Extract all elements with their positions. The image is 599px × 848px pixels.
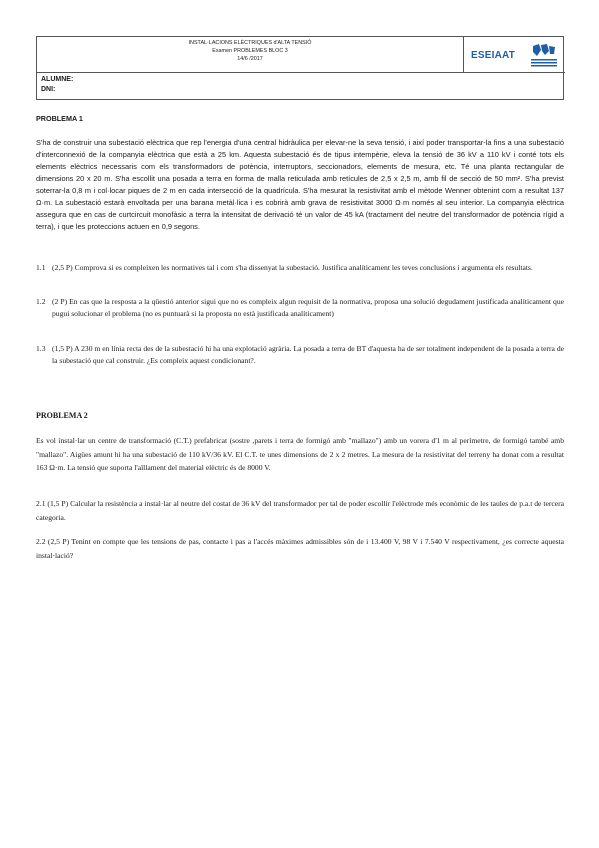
question-text: (2 P) En cas que la resposta a la qüestió anterior sigui que no es compleix algun requisit de la normativa, proposa una solució degudament justificada analíticament que pugui solucionar el problema (no es puntuarà si la proposta no està justificada analíticament) <box>52 297 564 318</box>
header-titles <box>37 39 463 63</box>
problema-2-title: PROBLEMA 2 <box>36 411 88 420</box>
question-1-2 <box>36 296 564 319</box>
question-text: (1,5 P) A 230 m en línia recta des de la subestació hi ha una explotació agrària. La posada a terra de BT d'aquesta ha de ser totalment independent de la posada a terra de la subestació que cal construir. ¿Es compleix aquest condicionant?. <box>52 344 564 365</box>
alumne-label: ALUMNE: <box>41 76 74 83</box>
exam-date: 14/6 /2017 <box>237 56 263 62</box>
problema-1-statement: S'ha de construir una subestació elèctrica que rep l'energia d'una central hidràulica per elevar-ne la seva tensió, i així poder transportar-la fins a una subestació d'interconnexió de la companyia elèctrica que està a 25 km. Aquesta subestació és de tipus intempèrie, eleva la tensió de 36 kV a 110 kV i conté tots els elements elèctrics necessaris com els transformadors de potència, interruptors, seccionadors, elements de mesura, etc. Té una planta rectangular de dimensions 20 x 20 m. S'ha escollit una posada a terra en forma de malla reticulada amb retícules de 2,5 x 2,5 m, amb fil de secció de 50 mm². S'ha previst soterrar-la 0,8 m i col·locar piques de 2 m en cada intersecció de la quadrícula. S'ha mesurat la resistivitat amb el mètode Wenner obtenint com a resultat 137 Ω·m. La subestació estarà envoltada per una barana metàl·lica i es cobrirà amb grava de resistivitat 3000 Ω·m només al seu interior. La companyia elèctrica assegura que en cas de curtcircuit monofàsic a terra la intensitat de derivació té un valor de 45 kA (tractament del neutre del transformador de potència rígid a terra), i que les proteccions actuen en 0,9 segons. <box>36 138 564 231</box>
dni-label: DNI: <box>41 86 56 93</box>
course-title: INSTAL·LACIONS ELÈCTRIQUES d'ALTA TENSIÓ <box>188 40 312 46</box>
school-logo <box>467 40 563 70</box>
problema-1-title: PROBLEMA 1 <box>36 114 83 123</box>
university-emblem-icon <box>527 42 561 70</box>
exam-header <box>36 36 564 100</box>
header-divider <box>463 37 464 73</box>
question-number: 1.2 <box>36 297 46 306</box>
student-fields <box>41 75 73 95</box>
question-1-1 <box>36 262 564 274</box>
question-1-3 <box>36 343 564 366</box>
problema-2-statement: Es vol instal·lar un centre de transformació (C.T.) prefabricat (sostre ,parets i terra de formigó amb "mallazo") amb un vorera d'1 m al perímetre, de formigó també amb "mallazo". Aigües amunt hi ha una subestació de 110 kV/36 kV. El C.T. te unes dimensions de 2 x 2 metres. La mesura de la resistivitat del terreny ha donat com a resultat 163 Ω·m. La tensió que suporta l'aïllament del material elèctric és de 8000 V. <box>36 436 564 472</box>
header-main-row <box>37 37 565 73</box>
question-2-1: 2.1 (1,5 P) Calcular la resistència a instal·lar al neutre del costat de 36 kV del transformador per tal de poder escollir l'elèctrode més econòmic de les taules de p.a.t de tercera categoria. <box>36 499 564 522</box>
logo-text: ESEIAAT <box>471 50 515 61</box>
question-text: (2,5 P) Comprova si es compleixen les normatives tal i com s'ha dissenyat la subestació. Justifica analíticament les teves conclusions i argumenta els resultats. <box>52 263 533 272</box>
question-2-2: 2.2 (2,5 P) Tenint en compte que les tensions de pas, contacte i pas a l'accés màximes admissibles són de i 13.400 V, 98 V i 7.540 V respectivament, ¿es correcte aquesta instal·lació? <box>36 537 564 560</box>
question-number: 1.1 <box>36 263 46 272</box>
question-number: 1.3 <box>36 344 46 353</box>
exam-title: Examen PROBLEMES BLOC 3 <box>212 48 288 54</box>
